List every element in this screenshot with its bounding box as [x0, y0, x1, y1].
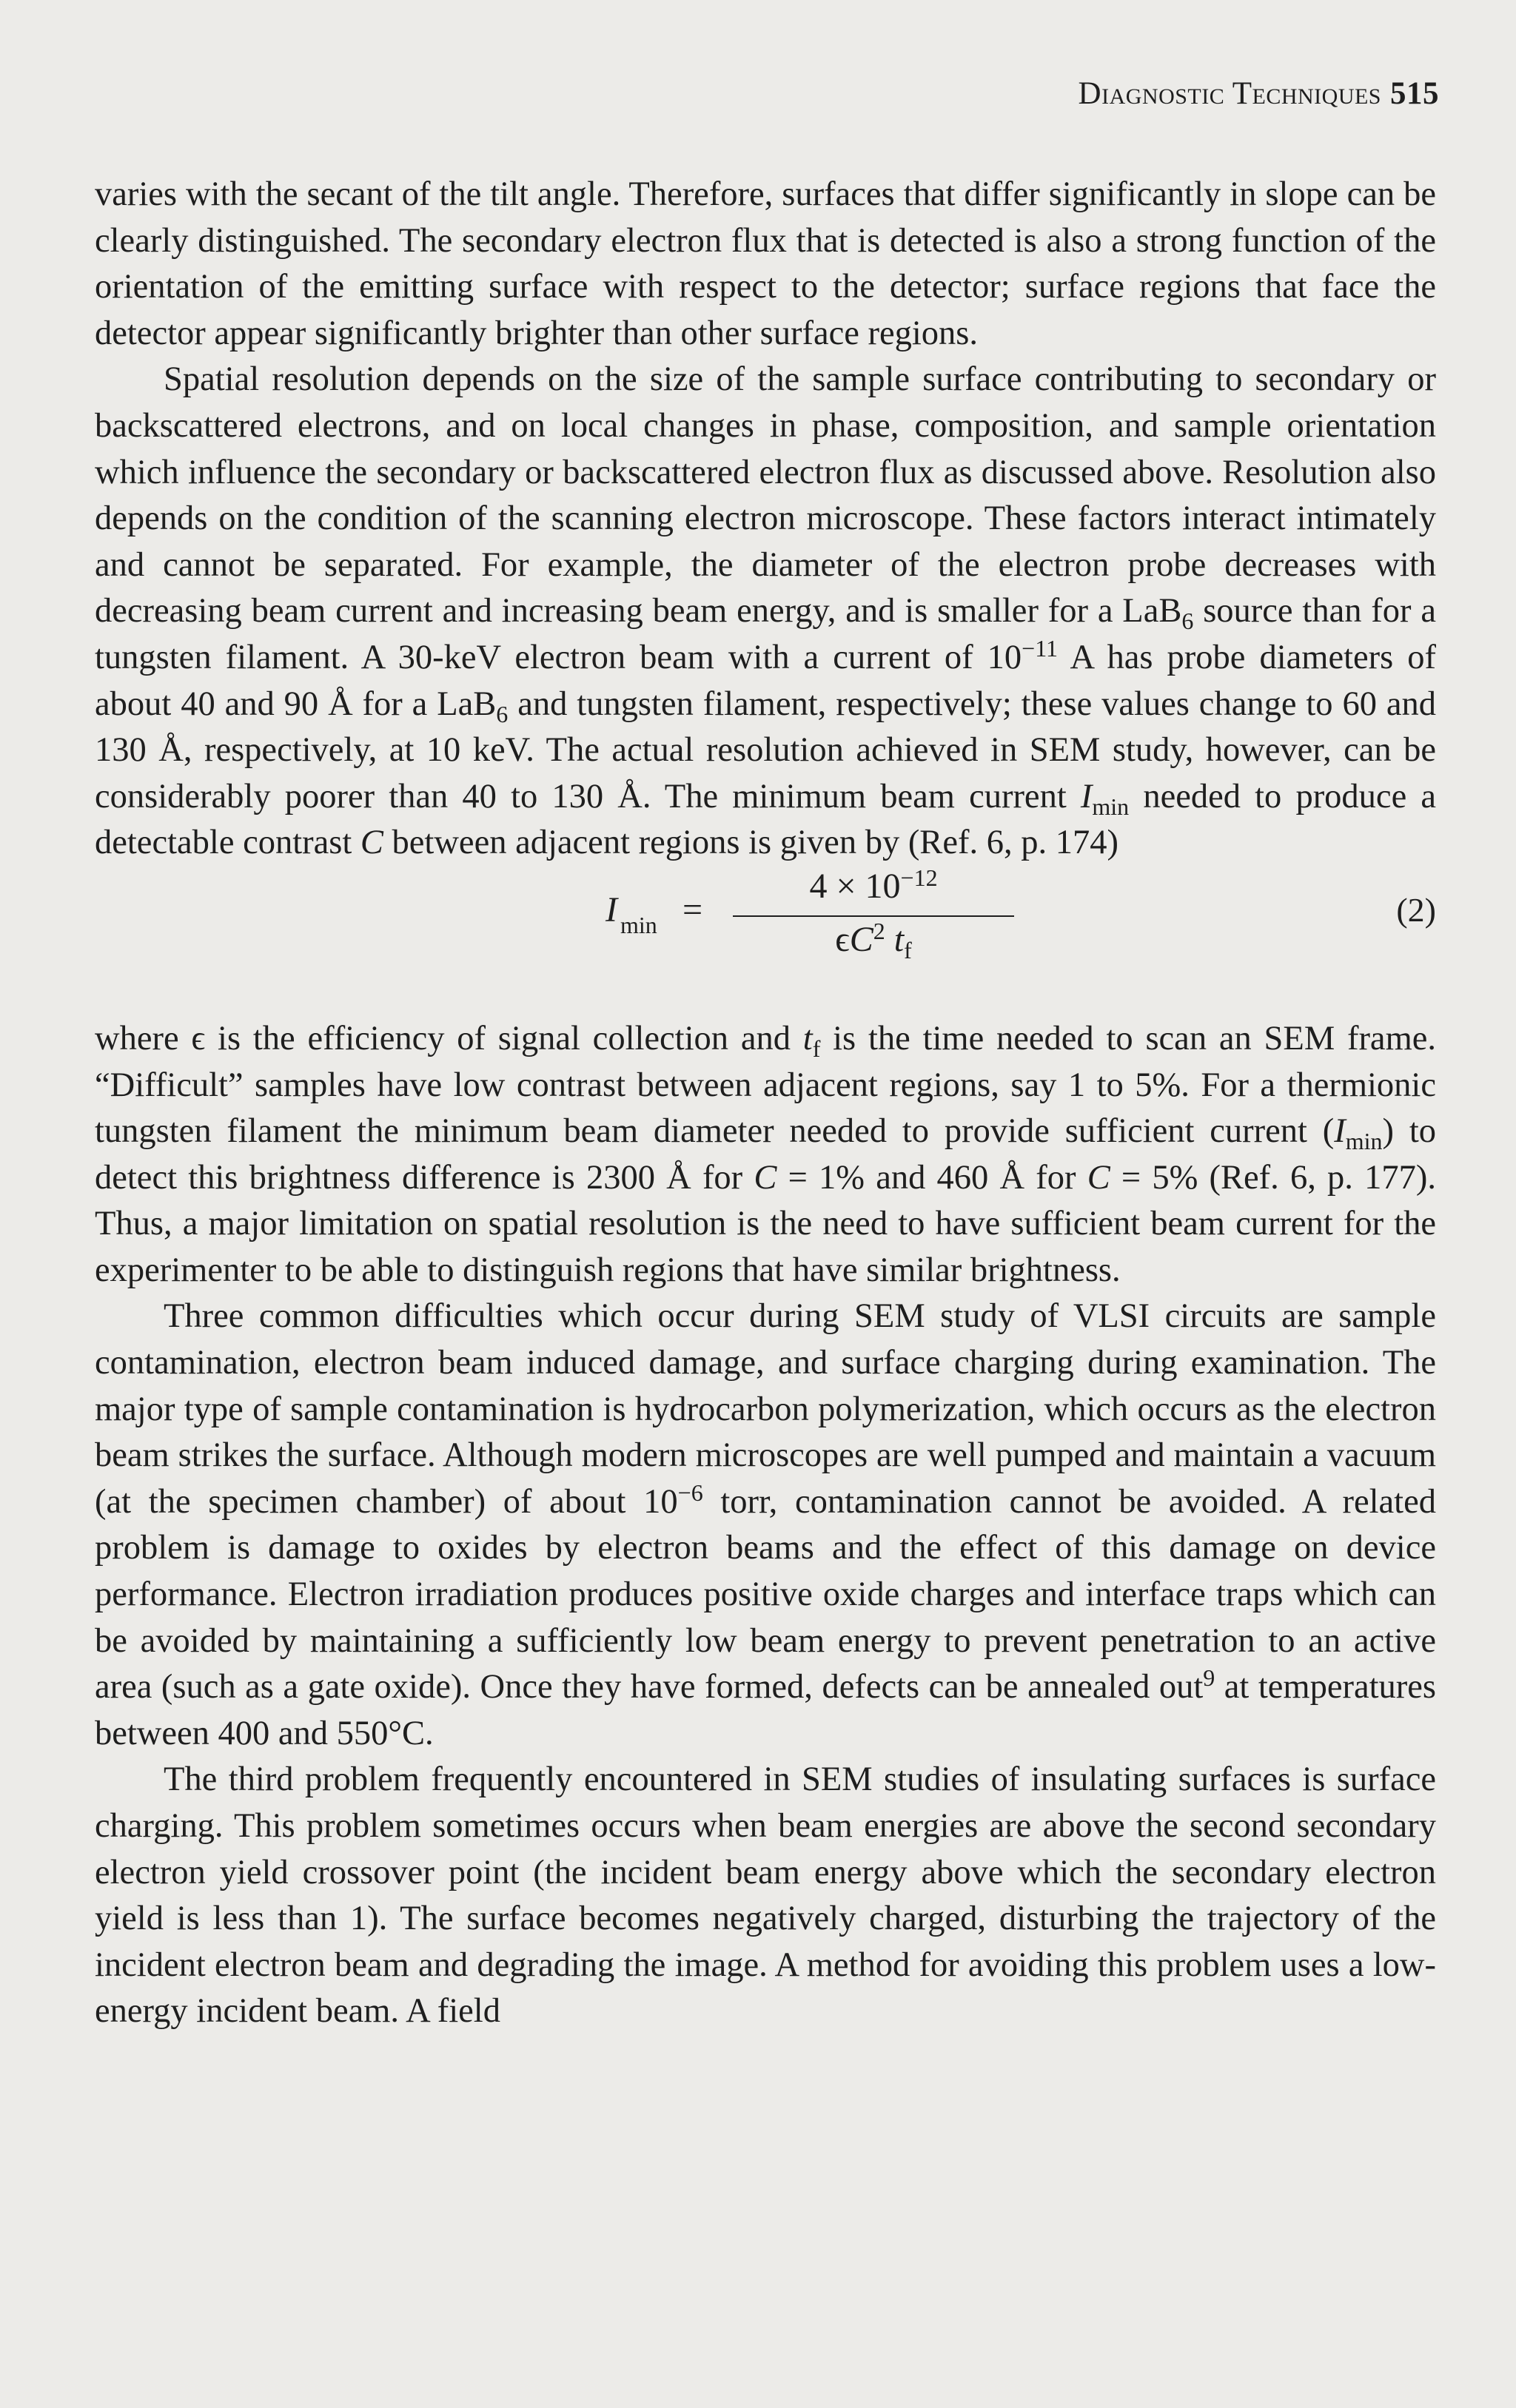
- p2-text-4: and tungsten filament, respectively; these values change to 60 and 130 Å, respectively, at 10 keV. The actual resolution achieved in SEM study, however, can be considerably poorer than 40 to 130 Å. The minimum beam current: [95, 685, 1437, 815]
- equation-numerator: [733, 864, 1014, 909]
- p4-sup-1: −6: [677, 1479, 703, 1506]
- p3-sub-min: min: [1345, 1128, 1383, 1155]
- page-number: 515: [1390, 76, 1439, 111]
- p3-var-c-2: C: [1087, 1158, 1110, 1197]
- equation-lhs-sub: min: [620, 911, 657, 938]
- numerator-exponent: −12: [900, 864, 938, 891]
- equation-denominator: [733, 917, 1014, 963]
- denominator-epsilon: ϵ: [835, 919, 850, 959]
- equation-fraction: [733, 864, 1014, 963]
- p2-sub-3: min: [1092, 793, 1130, 820]
- p3-text-2: is the efficiency of signal collection and: [205, 1019, 803, 1057]
- equation-lhs: [606, 887, 657, 937]
- section-title: Diagnostic Techniques: [1078, 76, 1381, 111]
- p3-text-5: = 1% and 460 Å for: [777, 1158, 1087, 1197]
- p4-text-1: Three common difficulties which occur during SEM study of VLSI circuits are sample contamination, electron beam induced damage, and surface charging during examination. The major type of sample contamination is hydrocarbon polymerization, which occurs as the electron beam strikes the surface. Although modern microscopes are well pumped and maintain a vacuum (at the specimen chamber) of about 10: [95, 1297, 1436, 1521]
- equation-number: (2): [1396, 890, 1436, 929]
- body-text: [95, 172, 1436, 2035]
- denominator-c-exponent: 2: [873, 917, 885, 944]
- paragraph-4: [95, 1294, 1436, 1757]
- running-header: [1079, 75, 1439, 112]
- paragraph-5: The third problem frequently encountered in SEM studies of insulating surfaces is surface charging. This problem sometimes occurs when beam energies are above the second secondary electron yield crossover point (the incident beam energy above which the secondary electron yield is less than 1). The surface becomes negatively charged, disturbing the trajectory of the incident electron beam and degrading the image. A method for avoiding this problem uses a low-energy incident beam. A field: [95, 1760, 1436, 2031]
- p2-sub-1: 6: [1181, 608, 1194, 635]
- p2-sup-1: −11: [1022, 634, 1059, 662]
- p4-sup-2: 9: [1203, 1664, 1215, 1692]
- p3-text-4: ) to detect this brightness difference is 2300 Å for: [95, 1112, 1436, 1197]
- p3-var-t: t: [802, 1019, 813, 1057]
- p3-var-c-1: C: [754, 1158, 777, 1197]
- equation-lhs-var: I: [606, 889, 617, 929]
- p3-text-3: is the time needed to scan an SEM frame. “Difficult” samples have low contrast between adjacent regions, say 1 to 5%. For a thermionic tungsten filament the minimum beam diameter needed to provide sufficient current (: [95, 1019, 1437, 1151]
- p3-text-6: = 5% (Ref. 6, p. 177). Thus, a major limitation on spatial resolution is the need to have sufficient beam current for the experimenter to be able to distinguish regions that have similar brightness.: [95, 1158, 1436, 1289]
- numerator-base: 4 × 10: [809, 866, 901, 906]
- p2-var-i: I: [1080, 777, 1093, 815]
- paragraph-2: [95, 357, 1436, 867]
- denominator-t: t: [893, 919, 905, 959]
- paragraph-1: varies with the secant of the tilt angle. Therefore, surfaces that differ significantly in slope can be clearly distinguished. The secondary electron flux that is detected is also a strong function of the orientation of the emitting surface with respect to the detector; surface regions that face the detector appear significantly brighter than other surface regions.: [95, 175, 1436, 352]
- p2-text-6: between adjacent regions is given by (Ref. 6, p. 174): [383, 824, 1118, 862]
- equation-equals: =: [682, 889, 703, 929]
- p2-text-5: needed to produce a detectable contrast: [95, 777, 1436, 862]
- p4-text-2: torr, contamination cannot be avoided. A related problem is damage to oxides by electron beams and the effect of this damage on device performance. Electron irradiation produces positive oxide charges and interface traps which can be avoided by maintaining a sufficiently low beam energy to prevent penetration to an active area (such as a gate oxide). Once they have formed, defects can be annealed out: [95, 1482, 1436, 1706]
- p4-text-3: at temperatures between 400 and 550°C.: [95, 1668, 1436, 1752]
- p3-text-1: where: [95, 1019, 192, 1057]
- equation-2: [95, 864, 1436, 1015]
- p2-sub-2: 6: [496, 700, 509, 727]
- p2-text-3: A has probe diameters of about 40 and 90 Å for a LaB: [95, 638, 1436, 723]
- p3-sub-f: f: [812, 1035, 821, 1062]
- denominator-t-sub: f: [904, 936, 912, 963]
- p2-text-2: source than for a tungsten filament. A 30-keV electron beam with a current of 10: [95, 592, 1437, 676]
- p2-text-1: Spatial resolution depends on the size of the sample surface contributing to secondary or backscattered electrons, and on local changes in phase, composition, and sample orientation which influence the secondary or backscattered electron flux as discussed above. Resolution also depends on the condition of the scanning electron microscope. These factors interact intimately and cannot be separated. For example, the diameter of the electron probe decreases with decreasing beam current and increasing beam energy, and is smaller for a LaB: [95, 360, 1436, 630]
- p3-epsilon: ϵ: [191, 1019, 206, 1057]
- paragraph-3: [95, 1016, 1436, 1294]
- p3-var-i: I: [1334, 1112, 1346, 1151]
- denominator-c: C: [849, 919, 873, 959]
- p2-var-c: C: [360, 824, 383, 862]
